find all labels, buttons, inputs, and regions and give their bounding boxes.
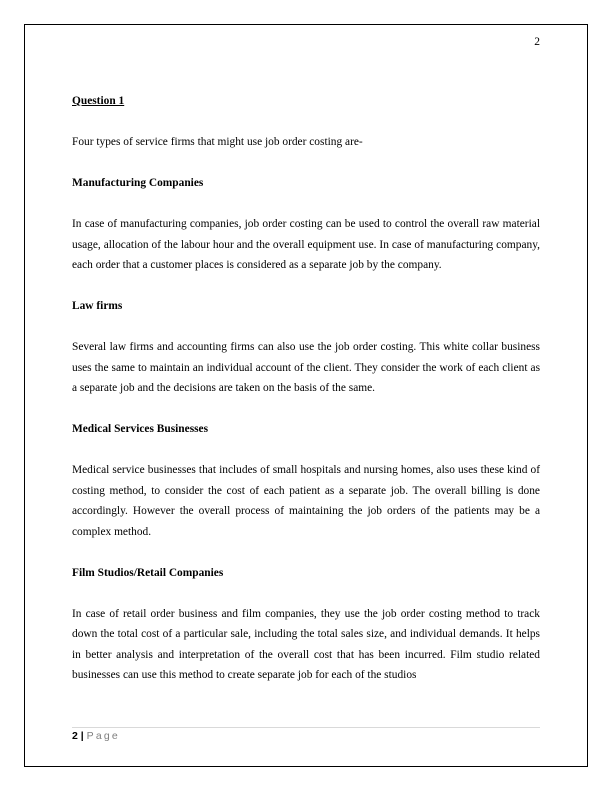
footer-separator: | [80,730,84,742]
spacer [72,583,540,604]
section-body-medical: Medical service businesses that includes of small hospitals and nursing homes, also uses these kind of costing method, to consider the cost of each patient as a separate job. The overall billing is done accordingly. However the overall process of maintaining the job orders of the patients may be a complex method. [72,464,540,538]
footer-page-number: 2 [72,730,78,742]
spacer [72,317,540,338]
section-heading-law-firms: Law firms [72,300,123,312]
section-body-law-firms: Several law firms and accounting firms can also use the job order costing. This white collar business uses the same to maintain an individual account of the client. They consider the work of each client as a separate job and the decisions are taken on the basis of the same. [72,341,540,394]
section-body-film-retail: In case of retail order business and film companies, they use the job order costing method to track down the total cost of a particular sale, including the total sales size, and individual demands. It helps in better analysis and interpretation of the overall cost that has been incurred. Film studio related businesses can use this method to create separate job for each of the studios [72,607,540,681]
footer-page-label: Page [86,730,120,742]
spacer [72,194,540,215]
question-title: Question 1 [72,95,125,107]
section-body-manufacturing: In case of manufacturing companies, job order costing can be used to control the overall raw material usage, allocation of the labour hour and the overall equipment use. In case of manufacturing company, each order that a customer places is considered as a separate job by the company. [72,218,540,271]
document-body [72,91,540,686]
spacer [72,112,540,133]
spacer [72,276,540,297]
footer-divider [72,727,540,728]
spacer [72,153,540,174]
page-footer [72,729,120,743]
spacer [72,440,540,461]
section-heading-film-retail: Film Studios/Retail Companies [72,566,224,579]
section-heading-manufacturing: Manufacturing Companies [72,177,204,189]
section-heading-medical: Medical Services Businesses [72,423,209,435]
intro-paragraph: Four types of service firms that might use job order costing are- [72,136,363,148]
header-page-number: 2 [534,36,540,48]
spacer [72,542,540,563]
spacer [72,399,540,420]
